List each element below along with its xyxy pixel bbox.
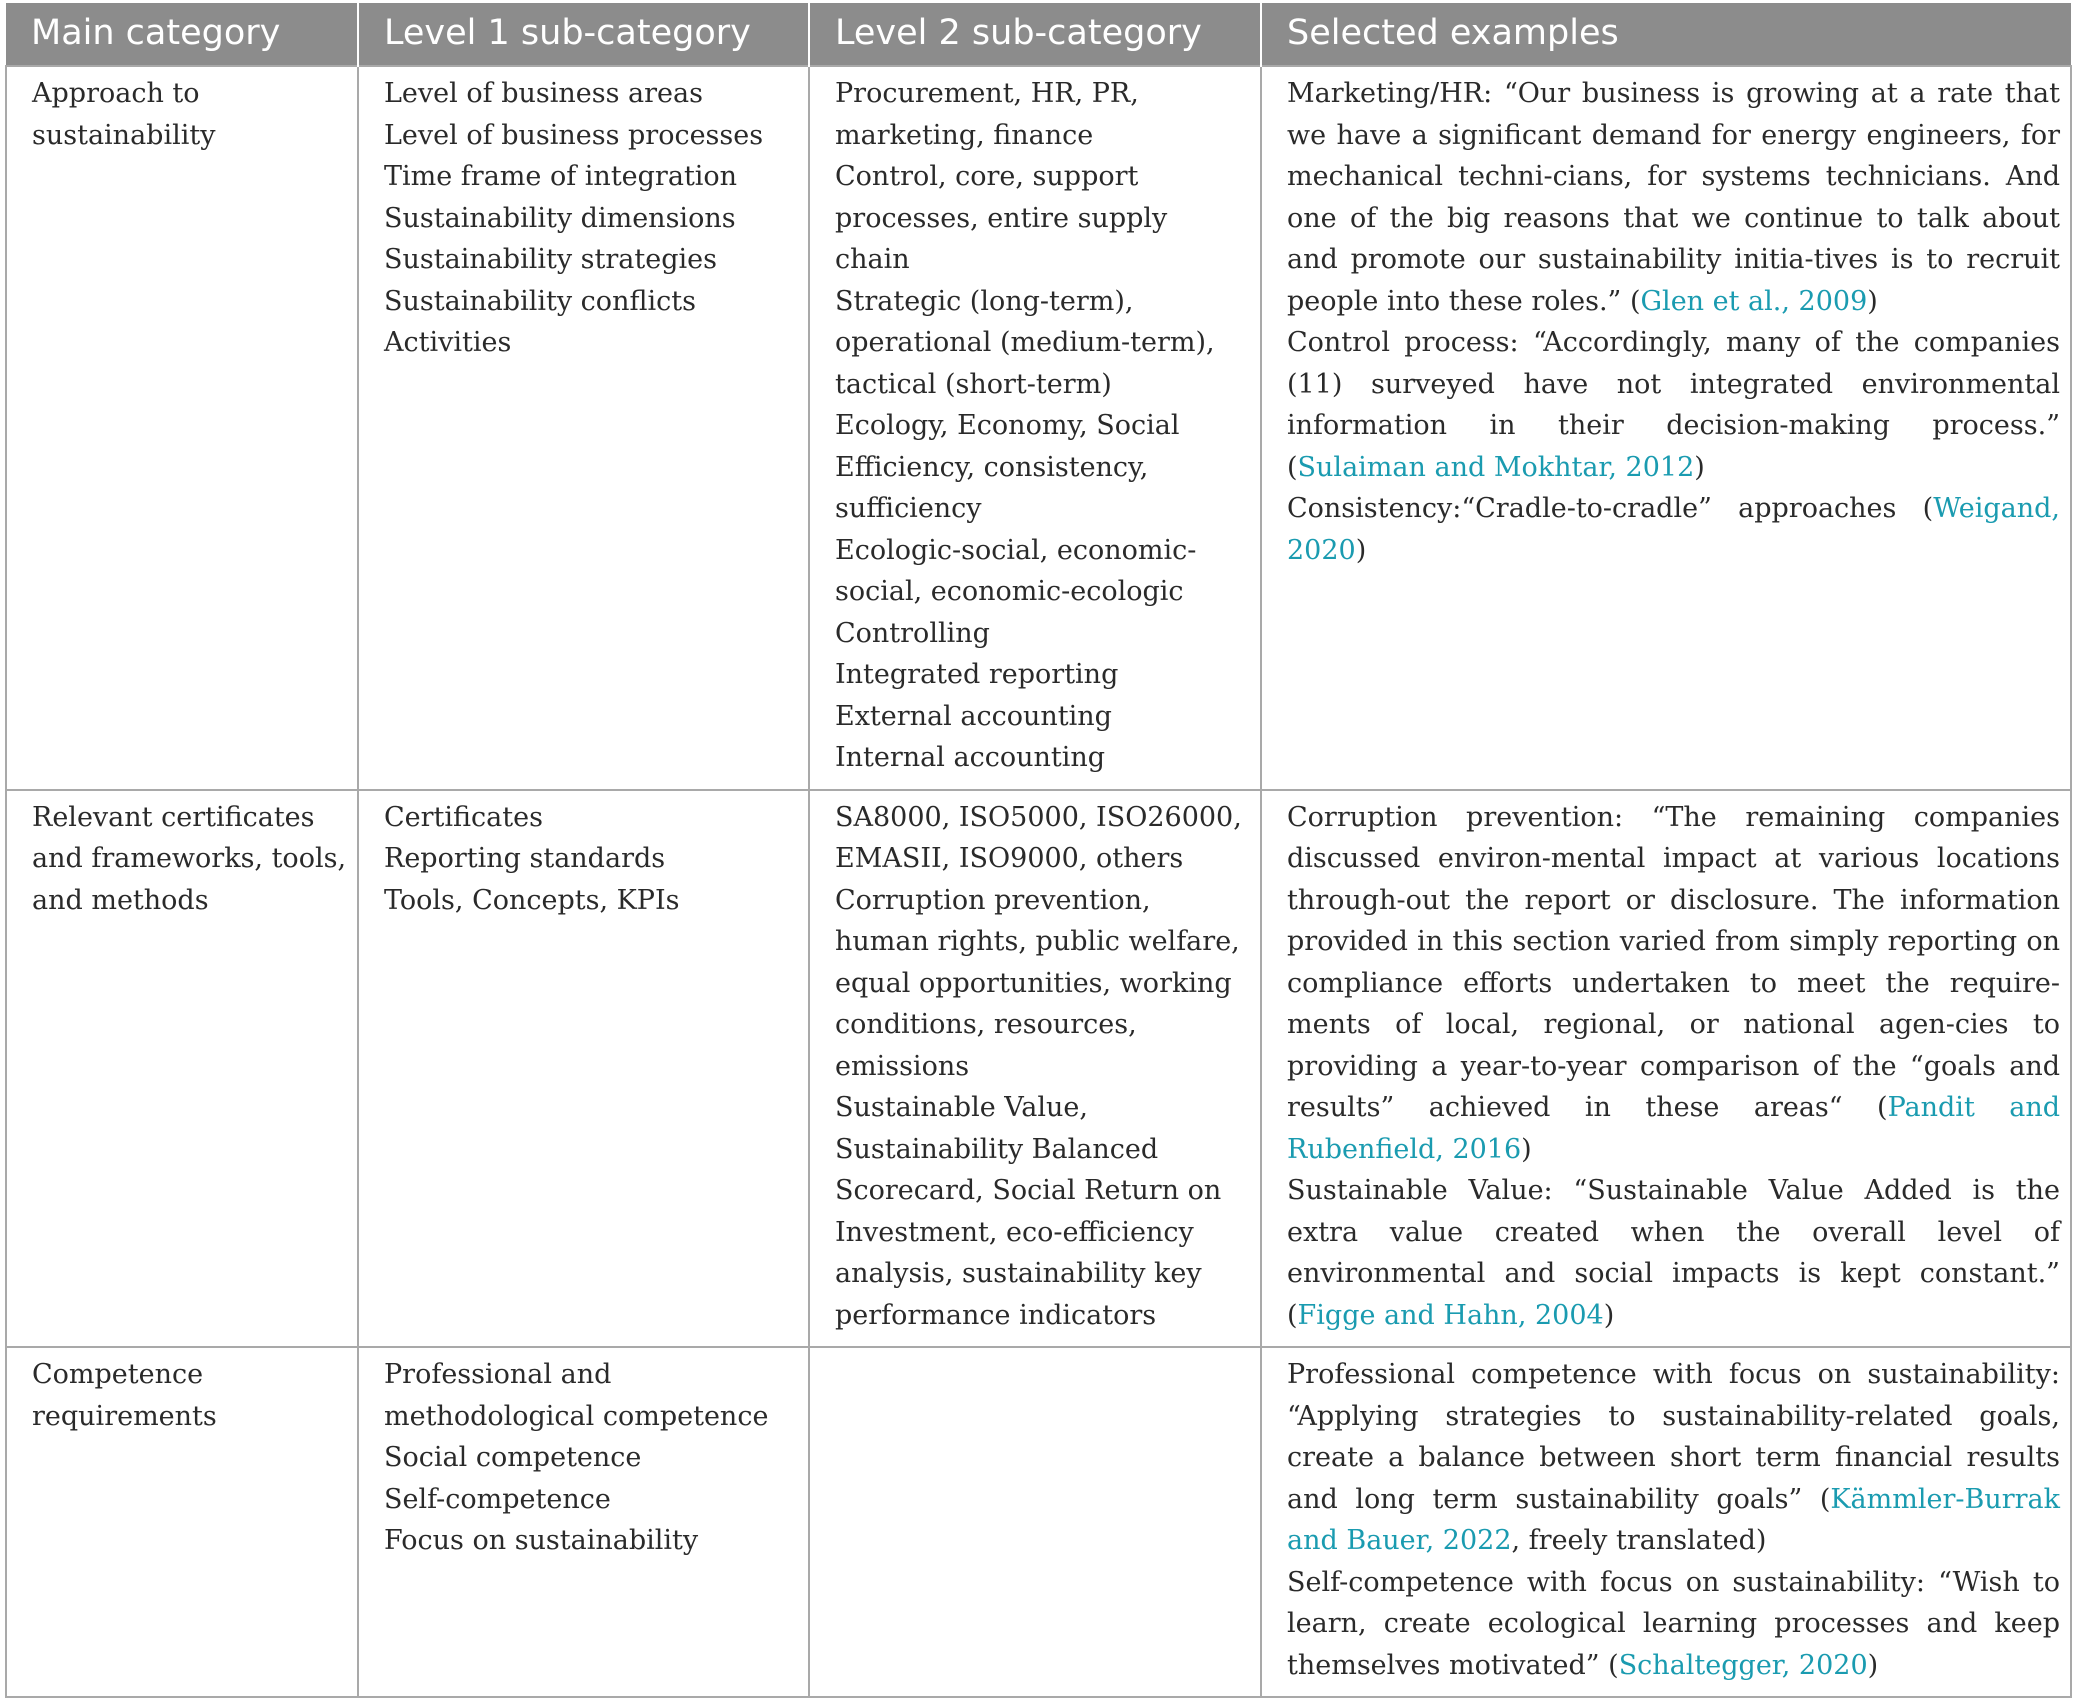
category-table (5, 3, 2072, 1698)
citation-year: 2009 (1798, 285, 1868, 317)
main-category-text: Competence requirements (32, 1359, 217, 1432)
level1-cell (358, 66, 809, 790)
citation-separator: , (1608, 451, 1626, 483)
example-paragraph (1287, 488, 2060, 571)
example-text: Consistency:“Cradle-to-cradle” approaches ( (1287, 493, 1934, 524)
header-level2-sub-category: Level 2 sub-category (809, 3, 1261, 66)
level1-item: Professional and methodological competence (384, 1359, 769, 1432)
level1-item: Sustainability strategies (384, 244, 717, 275)
example-text: Professional competence with focus on sustainability: “Applying strategies to sustainability-related goals, create a balance between short term financial results and long term sustainability goals” ( (1287, 1359, 2060, 1515)
level2-item: External accounting (835, 700, 1112, 732)
level2-cell (809, 790, 1261, 1348)
header-level1-sub-category: Level 1 sub-category (358, 3, 809, 66)
citation-author: Figge and Hahn (1297, 1299, 1518, 1331)
citation-link[interactable] (1640, 286, 1867, 317)
level2-cell (809, 66, 1261, 790)
example-tail: ) (1603, 1299, 1615, 1331)
level1-item: Certificates (384, 801, 543, 833)
level2-item: Sustainable Value, Sustainability Balanced Scorecard, Social Return on Investment, eco-efficiency analysis, sustainability key performance indicators (835, 1092, 1222, 1331)
example-paragraph (1287, 797, 2060, 1171)
citation-year: 2004 (1535, 1299, 1604, 1331)
citation-link[interactable] (1298, 1300, 1604, 1331)
level2-item: Integrated reporting (835, 659, 1119, 690)
level1-item: Time frame of integration (384, 161, 738, 192)
examples-cell (1261, 66, 2071, 790)
level2-item: Controlling (835, 617, 990, 649)
level2-item: Strategic (long-term), operational (medium-term), tactical (short-term) (835, 285, 1215, 400)
citation-year: 2020 (1287, 534, 1356, 566)
example-text: Self-competence with focus on sustainability: “Wish to learn, create ecological learning processes and keep themselves motivated” ( (1287, 1566, 2060, 1681)
level2-item: Ecologic-social, economic-social, economic-ecologic (835, 534, 1197, 607)
level2-item: Efficiency, consistency, sufficiency (835, 451, 1149, 524)
example-paragraph (1287, 1562, 2060, 1687)
table-row (6, 66, 2071, 790)
level2-item: Control, core, support processes, entire supply chain (835, 161, 1168, 275)
citation-year: 2022 (1442, 1525, 1512, 1556)
citation-separator: , (1425, 1525, 1443, 1556)
level1-item: Sustainability conflicts (384, 285, 696, 317)
level1-item: Reporting standards (384, 843, 666, 874)
header-main-category: Main category (6, 3, 358, 66)
example-tail: ) (1355, 534, 1367, 566)
level2-item: Corruption prevention, human rights, public welfare, equal opportunities, working conditions, resources, emissions (835, 884, 1240, 1082)
level1-cell (358, 1347, 809, 1697)
level2-cell-empty (809, 1347, 1261, 1697)
level1-item: Self-competence (384, 1483, 611, 1515)
table-row (6, 790, 2071, 1348)
level2-item: Ecology, Economy, Social (835, 410, 1180, 441)
level1-item: Tools, Concepts, KPIs (384, 884, 680, 916)
citation-author: Glen et al. (1640, 285, 1782, 317)
citation-separator: , (2051, 493, 2060, 524)
example-tail: ) (1694, 451, 1705, 483)
level2-item: Internal accounting (835, 742, 1106, 773)
level1-item: Focus on sustainability (384, 1525, 699, 1556)
level1-item: Sustainability dimensions (384, 202, 736, 234)
examples-cell (1261, 790, 2071, 1348)
table-row (6, 1347, 2071, 1697)
header-row (6, 3, 2071, 66)
citation-author: Sulaiman and Mokhtar (1297, 451, 1609, 483)
level1-item: Activities (384, 327, 512, 358)
example-paragraph (1287, 322, 2060, 488)
level1-item: Social competence (384, 1442, 642, 1473)
citation-separator: , (1517, 1299, 1535, 1331)
citation-author: Schaltegger (1618, 1649, 1782, 1681)
table-container (5, 3, 2070, 1698)
level1-item: Level of business areas (384, 78, 703, 109)
citation-link[interactable] (1298, 452, 1695, 483)
example-paragraph (1287, 1170, 2060, 1336)
example-text: Marketing/HR: “Our business is growing at a rate that we have a significant demand for energy engineers, for mechanical techni-cians, for systems technicians. And one of the big reasons that we continue to talk about and promote our sustainability initia-tives is to recruit people into these roles.” ( (1287, 78, 2060, 317)
main-category-text: Relevant certificates and frameworks, tools, and methods (32, 801, 347, 916)
main-category-cell (6, 790, 358, 1348)
level1-item: Level of business processes (384, 119, 764, 151)
level2-item: SA8000, ISO5000, ISO26000, EMASII, ISO9000, others (835, 801, 1242, 874)
citation-author: Pandit and Rubenfield (1287, 1092, 2060, 1165)
main-category-text: Approach to sustainability (32, 78, 216, 151)
example-text: Corruption prevention: “The remaining companies discussed environ-mental impact at various locations through-out the report or disclosure. The information provided in this section varied from simply reporting on compliance efforts undertaken to meet the require-ments of local, regional, or national agen-cies to providing a year-to-year comparison of the “goals and results” achieved in these areas“ ( (1287, 801, 2060, 1123)
main-category-cell (6, 1347, 358, 1697)
citation-author: Weigand (1933, 493, 2052, 524)
example-tail: , freely translated) (1511, 1525, 1767, 1556)
example-paragraph (1287, 73, 2060, 322)
main-category-cell (6, 66, 358, 790)
example-text: Sustainable Value: “Sustainable Value Added is the extra value created when the overall level of environmental and social impacts is kept constant.” ( (1287, 1175, 2060, 1331)
citation-separator: , (1435, 1133, 1453, 1165)
level2-item: Procurement, HR, PR, marketing, finance (835, 78, 1139, 151)
citation-separator: , (1781, 285, 1799, 317)
example-tail: ) (1867, 1649, 1879, 1681)
citation-year: 2020 (1798, 1649, 1868, 1681)
citation-author: Kämmler-Burrak and Bauer (1287, 1483, 2060, 1556)
example-paragraph (1287, 1354, 2060, 1562)
header-selected-examples: Selected examples (1261, 3, 2071, 66)
citation-separator: , (1781, 1649, 1799, 1681)
example-tail: ) (1867, 285, 1878, 317)
level1-cell (358, 790, 809, 1348)
examples-cell (1261, 1347, 2071, 1697)
citation-year: 2016 (1452, 1133, 1522, 1165)
citation-link[interactable] (1619, 1650, 1868, 1681)
example-tail: ) (1521, 1133, 1532, 1165)
example-text: Control process: “Accordingly, many of the companies (11) surveyed have not integrated environmental information in their decision-making process.” ( (1287, 327, 2060, 483)
citation-year: 2012 (1625, 451, 1695, 483)
